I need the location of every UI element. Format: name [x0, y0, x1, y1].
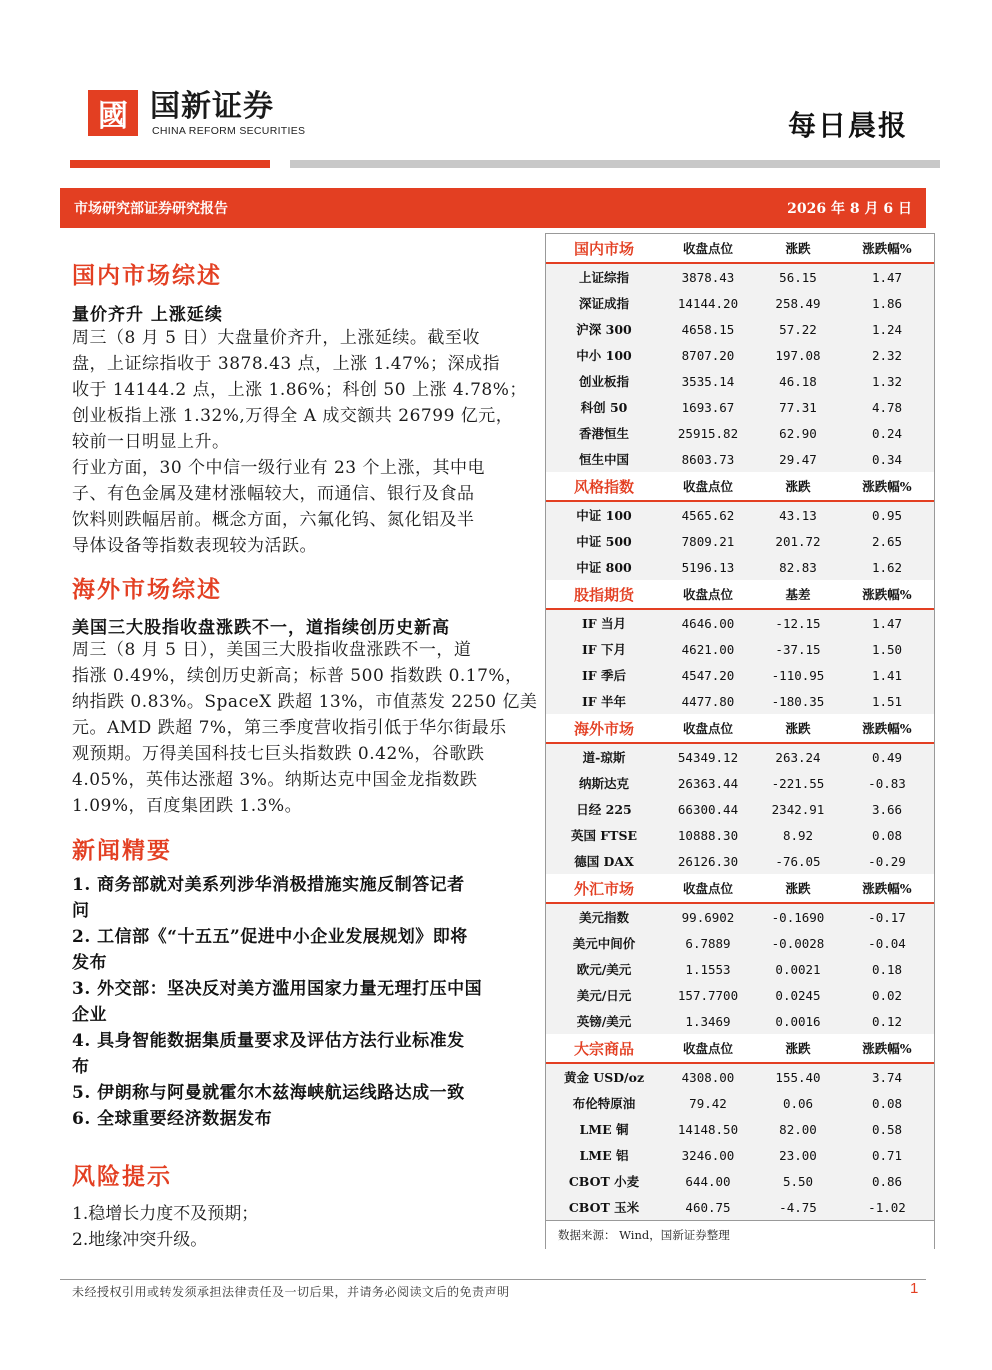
news-item — [72, 1106, 547, 1132]
table-cell: 3535.14 — [681, 373, 735, 389]
paragraph-line: 纳指跌 0.83%。SpaceX 跌超 13%，市值蒸发 2250 亿美 — [72, 692, 538, 712]
table-cell: -0.17 — [868, 909, 906, 925]
row-label: LME 铝 — [579, 1148, 629, 1163]
news-heading: 新闻精要 — [72, 837, 172, 864]
news-item-line: 3. 外交部：坚决反对美方滥用国家力量无理打压中国 — [72, 979, 483, 999]
table-section-body — [546, 610, 934, 714]
news-item-line: 5. 伊朗称与阿曼就霍尔木兹海峡航运线路达成一致 — [72, 1083, 465, 1103]
banner-report-type: 市场研究部证券研究报告 — [74, 201, 228, 217]
table-section-body — [546, 744, 934, 874]
table-cell: 5196.13 — [681, 559, 735, 575]
domestic-subheading: 量价齐升 上涨延续 — [72, 305, 223, 325]
table-cell: -37.15 — [775, 641, 821, 657]
table-row — [546, 662, 934, 688]
risk-heading: 风险提示 — [72, 1163, 172, 1190]
news-item-line: 布 — [72, 1057, 90, 1077]
paragraph-line: 导体设备等指数表现较为活跃。 — [72, 536, 317, 556]
table-cell: 0.0021 — [775, 961, 821, 977]
row-label: 中小 100 — [576, 348, 632, 363]
row-label: 道-琼斯 — [582, 750, 626, 765]
table-row — [546, 342, 934, 368]
table-cell: -0.1690 — [771, 909, 825, 925]
table-cell: 8707.20 — [681, 347, 735, 363]
news-item-line: 企业 — [72, 1005, 107, 1025]
column-header: 收盘点位 — [682, 881, 733, 896]
row-label: 欧元/美元 — [576, 962, 632, 977]
table-cell: 29.47 — [779, 451, 817, 467]
table-cell: 1.3469 — [685, 1013, 731, 1029]
paragraph-line: 观预期。万得美国科技七巨头指数跌 0.42%，谷歌跌 — [72, 744, 485, 764]
table-cell: 1.24 — [871, 321, 903, 337]
page-number: 1 — [910, 1280, 919, 1297]
table-cell: 460.75 — [685, 1199, 731, 1215]
table-section-body — [546, 1064, 934, 1220]
table-cell: 3246.00 — [681, 1147, 735, 1163]
row-label: 中证 100 — [576, 508, 632, 523]
row-label: 中证 800 — [576, 560, 632, 575]
table-row — [546, 554, 934, 580]
table-cell: 263.24 — [775, 749, 821, 765]
table-row — [546, 848, 934, 874]
column-header: 涨跌幅% — [862, 479, 912, 494]
row-label: 美元中间价 — [572, 936, 636, 951]
table-cell: 43.13 — [779, 507, 817, 523]
table-cell: 0.24 — [871, 425, 903, 441]
table-cell: 4308.00 — [681, 1069, 735, 1085]
table-section-body — [546, 502, 934, 580]
table-cell: 197.08 — [775, 347, 821, 363]
header-accent-bar — [70, 160, 270, 168]
table-cell: 4547.20 — [681, 667, 735, 683]
column-header: 涨跌幅% — [862, 881, 912, 896]
row-label: 深证成指 — [578, 296, 629, 311]
news-item — [72, 924, 547, 976]
column-header: 收盘点位 — [682, 1041, 733, 1056]
banner-date: 2026 年 8 月 6 日 — [787, 201, 912, 217]
paragraph-line: 1.09%，百度集团跌 1.3%。 — [72, 796, 303, 816]
table-cell: 0.71 — [871, 1147, 903, 1163]
table-section-body — [546, 904, 934, 1034]
paragraph-line: 行业方面，30 个中信一级行业有 23 个上涨，其中电 — [72, 458, 485, 478]
table-cell: 26363.44 — [677, 775, 739, 791]
table-row — [546, 930, 934, 956]
table-cell: 0.49 — [871, 749, 903, 765]
paragraph-line: 指涨 0.49%，续创历史新高；标普 500 指数跌 0.17%， — [72, 666, 523, 686]
table-cell: 4621.00 — [681, 641, 735, 657]
footer-disclaimer: 未经授权引用或转发须承担法律责任及一切后果，并请务必阅读文后的免责声明 — [72, 1285, 510, 1299]
table-cell: 82.00 — [779, 1121, 817, 1137]
table-cell: 25915.82 — [677, 425, 739, 441]
column-header: 涨跌幅% — [862, 1041, 912, 1056]
table-section-header — [546, 580, 934, 610]
table-cell: 62.90 — [779, 425, 817, 441]
table-cell: 1.50 — [871, 641, 903, 657]
table-cell: 201.72 — [775, 533, 821, 549]
paragraph-line: 盘，上证综指收于 3878.43 点，上涨 1.47%；深成指 — [72, 354, 501, 374]
table-row — [546, 1064, 934, 1090]
column-header: 涨跌 — [785, 479, 811, 494]
table-cell: 26126.30 — [677, 853, 739, 869]
table-row — [546, 1142, 934, 1168]
table-cell: 1.62 — [871, 559, 903, 575]
row-label: 上证综指 — [578, 270, 629, 285]
row-label: 恒生中国 — [578, 452, 629, 467]
column-header: 涨跌 — [785, 1041, 811, 1056]
row-label: 美元指数 — [578, 910, 629, 925]
table-cell: 157.7700 — [677, 987, 739, 1003]
table-row — [546, 822, 934, 848]
row-label: 德国 DAX — [574, 854, 634, 869]
section-title: 外汇市场 — [573, 879, 634, 898]
table-row — [546, 770, 934, 796]
table-cell: 1.51 — [871, 693, 903, 709]
table-row — [546, 1116, 934, 1142]
row-label: IF 下月 — [581, 642, 627, 657]
table-cell: 0.12 — [871, 1013, 903, 1029]
table-cell: 6.7889 — [685, 935, 731, 951]
column-header: 收盘点位 — [682, 479, 733, 494]
table-row — [546, 316, 934, 342]
table-cell: 0.06 — [782, 1095, 814, 1111]
row-label: CBOT 小麦 — [568, 1174, 640, 1189]
table-cell: 23.00 — [779, 1147, 817, 1163]
table-cell: -180.35 — [771, 693, 825, 709]
table-cell: 4658.15 — [681, 321, 735, 337]
risk-item: 2.地缘冲突升级。 — [72, 1230, 208, 1250]
section-title: 国内市场 — [573, 239, 634, 258]
table-cell: 57.22 — [779, 321, 817, 337]
table-cell: 8603.73 — [681, 451, 735, 467]
news-item — [72, 872, 547, 924]
table-row — [546, 956, 934, 982]
table-cell: 77.31 — [779, 399, 817, 415]
row-label: IF 季后 — [581, 668, 627, 683]
table-cell: 66300.44 — [677, 801, 739, 817]
table-cell: 10888.30 — [677, 827, 739, 843]
row-label: LME 铜 — [579, 1122, 629, 1137]
table-cell: 0.95 — [871, 507, 903, 523]
table-cell: 82.83 — [779, 559, 817, 575]
table-row — [546, 744, 934, 770]
section-title: 风格指数 — [573, 477, 634, 496]
paragraph-line: 周三（8 月 5 日）大盘量价齐升，上涨延续。截至收 — [72, 328, 480, 348]
row-label: 日经 225 — [576, 802, 632, 817]
table-cell: 0.0245 — [775, 987, 821, 1003]
table-row — [546, 982, 934, 1008]
table-cell: 54349.12 — [677, 749, 739, 765]
table-cell: 14148.50 — [677, 1121, 739, 1137]
table-cell: 4646.00 — [681, 615, 735, 631]
table-section-header — [546, 1034, 934, 1064]
column-header: 收盘点位 — [682, 241, 733, 256]
table-row — [546, 796, 934, 822]
table-section-header — [546, 234, 934, 264]
column-header: 收盘点位 — [682, 721, 733, 736]
table-cell: -1.02 — [868, 1199, 906, 1215]
table-row — [546, 636, 934, 662]
news-item — [72, 976, 547, 1028]
column-header: 收盘点位 — [682, 587, 733, 602]
overseas-paragraph — [72, 637, 542, 819]
document-title: 每日晨报 — [787, 109, 908, 142]
table-row — [546, 688, 934, 714]
table-row — [546, 502, 934, 528]
column-header: 涨跌 — [785, 721, 811, 736]
row-label: 科创 50 — [580, 400, 628, 415]
section-title: 大宗商品 — [573, 1039, 634, 1058]
table-cell: -0.29 — [868, 853, 906, 869]
table-cell: 1.47 — [871, 269, 903, 285]
row-label: IF 当月 — [581, 616, 627, 631]
table-cell: 0.02 — [871, 987, 903, 1003]
column-header: 涨跌 — [785, 241, 811, 256]
report-banner — [60, 188, 926, 228]
table-cell: 2.65 — [871, 533, 903, 549]
paragraph-line: 较前一日明显上升。 — [72, 432, 230, 452]
table-cell: 1693.67 — [681, 399, 735, 415]
section-title: 海外市场 — [573, 719, 634, 738]
table-cell: 0.18 — [871, 961, 903, 977]
table-row — [546, 1194, 934, 1220]
table-row — [546, 904, 934, 930]
table-cell: 3878.43 — [681, 269, 735, 285]
table-cell: 1.41 — [871, 667, 903, 683]
row-label: 美元/日元 — [576, 988, 632, 1003]
table-row — [546, 1090, 934, 1116]
news-item-line: 问 — [72, 901, 90, 921]
table-cell: -4.75 — [779, 1199, 817, 1215]
footer-divider — [60, 1279, 926, 1280]
logo-mark: 國 — [88, 90, 138, 136]
risk-list — [72, 1201, 542, 1253]
table-cell: 99.6902 — [681, 909, 735, 925]
column-header: 基差 — [785, 587, 811, 602]
table-cell: 258.49 — [775, 295, 821, 311]
table-cell: 155.40 — [775, 1069, 821, 1085]
paragraph-line: 4.05%，英伟达涨超 3%。纳斯达克中国金龙指数跌 — [72, 770, 478, 790]
row-label: 创业板指 — [578, 374, 629, 389]
table-cell: 7809.21 — [681, 533, 735, 549]
table-cell: 3.66 — [871, 801, 903, 817]
table-section-body — [546, 264, 934, 472]
table-cell: 79.42 — [689, 1095, 727, 1111]
header-divider-bar — [290, 160, 940, 168]
table-cell: 1.86 — [871, 295, 903, 311]
table-row — [546, 610, 934, 636]
table-source-note: 数据来源： Wind，国新证券整理 — [546, 1220, 934, 1249]
row-label: 香港恒生 — [578, 426, 629, 441]
overseas-heading: 海外市场综述 — [72, 576, 222, 603]
table-cell: -0.0028 — [771, 935, 825, 951]
paragraph-line: 收于 14144.2 点，上涨 1.86%；科创 50 上涨 4.78%； — [72, 380, 527, 400]
table-cell: 0.58 — [871, 1121, 903, 1137]
paragraph-line: 周三（8 月 5 日），美国三大股指收盘涨跌不一，道 — [72, 640, 472, 660]
table-row — [546, 420, 934, 446]
news-item-line: 6. 全球重要经济数据发布 — [72, 1109, 273, 1129]
news-item-line: 1. 商务部就对美系列涉华消极措施实施反制答记者 — [72, 875, 465, 895]
paragraph-line: 元。AMD 跌超 7%，第三季度营收指引低于华尔街最乐 — [72, 718, 507, 738]
table-row — [546, 394, 934, 420]
table-row — [546, 368, 934, 394]
row-label: 黄金 USD/oz — [563, 1070, 645, 1085]
table-cell: -0.04 — [868, 935, 906, 951]
row-label: 英国 FTSE — [570, 828, 638, 843]
table-cell: 46.18 — [779, 373, 817, 389]
table-cell: 0.34 — [871, 451, 903, 467]
table-section-header — [546, 714, 934, 744]
risk-item: 1.稳增长力度不及预期； — [72, 1204, 259, 1224]
column-header: 涨跌 — [785, 881, 811, 896]
table-cell: 1.1553 — [685, 961, 731, 977]
table-cell: 0.08 — [871, 827, 903, 843]
table-cell: 2342.91 — [771, 801, 825, 817]
table-row — [546, 264, 934, 290]
row-label: 布伦特原油 — [572, 1096, 636, 1111]
table-cell: -110.95 — [771, 667, 825, 683]
table-cell: 8.92 — [782, 827, 814, 843]
overseas-subheading: 美国三大股指收盘涨跌不一，道指续创历史新高 — [72, 618, 450, 638]
table-cell: -12.15 — [775, 615, 821, 631]
news-list — [72, 872, 547, 1132]
table-section-header — [546, 472, 934, 502]
table-cell: 3.74 — [871, 1069, 903, 1085]
table-cell: 1.47 — [871, 615, 903, 631]
column-header: 涨跌幅% — [862, 721, 912, 736]
table-cell: 4477.80 — [681, 693, 735, 709]
row-label: IF 半年 — [581, 694, 627, 709]
table-cell: 4.78 — [871, 399, 903, 415]
logo-english-name: CHINA REFORM SECURITIES — [152, 125, 306, 137]
table-row — [546, 1168, 934, 1194]
table-cell: 56.15 — [779, 269, 817, 285]
table-cell: 2.32 — [871, 347, 903, 363]
domestic-paragraph-1 — [72, 325, 542, 455]
paragraph-line: 饮料则跌幅居前。概念方面，六氟化钨、氮化铝及半 — [72, 510, 475, 530]
column-header: 涨跌幅% — [862, 587, 912, 602]
table-section-header — [546, 874, 934, 904]
paragraph-line: 创业板指上涨 1.32%,万得全 A 成交额共 26799 亿元， — [72, 406, 514, 426]
table-cell: 0.0016 — [775, 1013, 821, 1029]
table-cell: 5.50 — [782, 1173, 814, 1189]
table-row — [546, 290, 934, 316]
domestic-paragraph-2 — [72, 455, 542, 559]
news-item — [72, 1028, 547, 1080]
row-label: 中证 500 — [576, 534, 632, 549]
table-row — [546, 446, 934, 472]
table-cell: -221.55 — [771, 775, 825, 791]
table-cell: 0.08 — [871, 1095, 903, 1111]
table-cell: 644.00 — [685, 1173, 731, 1189]
table-cell: 1.32 — [871, 373, 903, 389]
table-cell: -0.83 — [868, 775, 906, 791]
row-label: 英镑/美元 — [576, 1014, 632, 1029]
table-cell: 0.86 — [871, 1173, 903, 1189]
table-cell: 14144.20 — [677, 295, 739, 311]
table-cell: -76.05 — [775, 853, 821, 869]
row-label: CBOT 玉米 — [568, 1200, 640, 1215]
column-header: 涨跌幅% — [862, 241, 912, 256]
paragraph-line: 子、有色金属及建材涨幅较大，而通信、银行及食品 — [72, 484, 475, 504]
row-label: 沪深 300 — [576, 322, 632, 337]
news-item — [72, 1080, 547, 1106]
table-row — [546, 1008, 934, 1034]
table-row — [546, 528, 934, 554]
domestic-heading: 国内市场综述 — [72, 262, 222, 289]
news-item-line: 4. 具身智能数据集质量要求及评估方法行业标准发 — [72, 1031, 465, 1051]
row-label: 纳斯达克 — [578, 776, 629, 791]
market-data-table — [545, 233, 935, 1249]
news-item-line: 发布 — [72, 953, 107, 973]
news-item-line: 2. 工信部《“十五五”促进中小企业发展规划》即将 — [72, 927, 468, 947]
table-cell: 4565.62 — [681, 507, 735, 523]
section-title: 股指期货 — [573, 585, 634, 604]
logo-chinese-name: 国新证券 — [150, 89, 274, 124]
